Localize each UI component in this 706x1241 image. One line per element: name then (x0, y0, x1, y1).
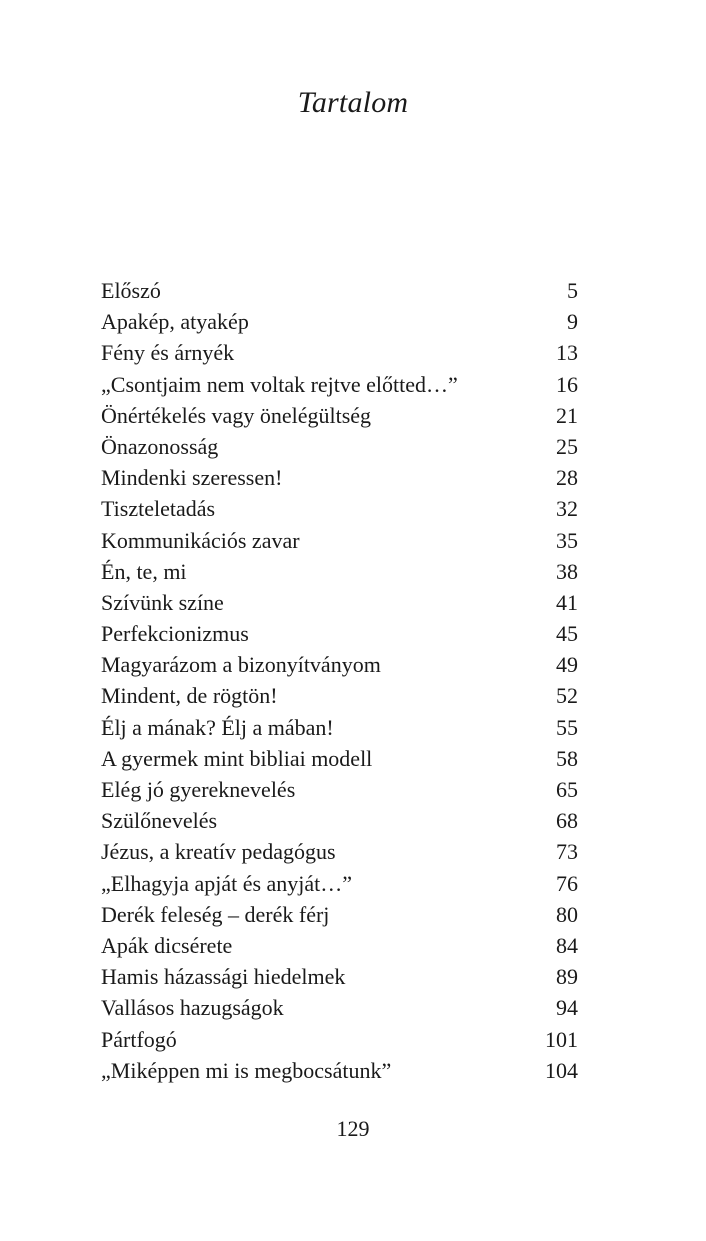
toc-entry (101, 899, 578, 930)
toc-entry-page: 21 (556, 402, 578, 428)
toc-entry-page: 58 (556, 745, 578, 771)
toc-entry (101, 743, 578, 774)
toc-entry-page: 5 (567, 278, 578, 303)
toc-entry (101, 400, 578, 431)
toc-entry-title: Önértékelés vagy önelégültség (101, 402, 372, 428)
toc-entry-title: Mindent, de rögtön! (101, 683, 278, 709)
toc-entry (101, 1055, 578, 1086)
toc-entry-title: Tiszteletadás (101, 496, 216, 522)
toc-entry-page: 38 (556, 558, 578, 584)
toc-entry-title: Szívünk színe (101, 589, 224, 615)
toc-entry-page: 35 (556, 527, 578, 553)
toc-entry (101, 868, 578, 899)
toc-entry-title: Mindenki szeressen! (101, 465, 283, 491)
toc-entry-title: Élj a mának? Élj a mában! (101, 714, 334, 740)
toc-entry-page: 65 (556, 777, 578, 802)
toc-entry-page: 52 (556, 683, 578, 709)
toc-entry (101, 306, 578, 337)
toc-entry-title: Vallásos hazugságok (101, 995, 284, 1021)
toc-entry-page: 45 (556, 621, 578, 647)
toc-entry-page: 32 (556, 496, 578, 522)
toc-entry (101, 556, 578, 587)
page-title: Tartalom (297, 86, 409, 119)
toc-entry-page: 41 (556, 589, 578, 615)
toc-entry (101, 774, 578, 805)
toc-entry (101, 961, 578, 992)
toc-entry-page: 49 (556, 652, 578, 678)
toc-entry-title: Pártfogó (101, 1026, 177, 1052)
toc-entry (101, 930, 578, 961)
toc-entry (101, 337, 578, 368)
toc-entry-page: 104 (545, 1057, 578, 1083)
toc-entry-title: Előszó (101, 278, 161, 303)
toc-entry (101, 805, 578, 836)
toc-entry-title: „Csontjaim nem voltak rejtve előtted…” (101, 371, 458, 397)
toc-entry-page: 16 (556, 371, 578, 397)
toc-entry-page: 89 (556, 964, 578, 990)
toc-entry (101, 431, 578, 462)
page-number: 129 (336, 1116, 370, 1141)
toc-entry-title: Önazonosság (101, 433, 219, 459)
toc-entry-page: 9 (567, 309, 578, 335)
toc-entry-page: 84 (556, 932, 578, 958)
toc-entry (101, 680, 578, 711)
toc-entry-title: Derék feleség – derék férj (101, 901, 330, 927)
toc-entry-title: Apák dicsérete (101, 932, 233, 958)
toc-entry-title: Apakép, atyakép (101, 309, 249, 335)
toc-entry-page: 73 (556, 839, 578, 865)
toc-entry-page: 55 (556, 714, 578, 740)
toc-entry-title: A gyermek mint bibliai modell (101, 745, 373, 771)
toc-entry-title: Magyarázom a bizonyítványom (101, 652, 381, 678)
toc-entry-page: 68 (556, 808, 578, 834)
toc-entry-page: 101 (545, 1026, 578, 1052)
table-of-contents (101, 275, 578, 1086)
toc-entry-page: 76 (556, 870, 578, 896)
toc-entry-title: Perfekcionizmus (101, 621, 249, 647)
toc-entry (101, 275, 578, 306)
toc-entry (101, 618, 578, 649)
toc-entry (101, 992, 578, 1023)
toc-entry-title: „Miképpen mi is megbocsátunk” (101, 1057, 392, 1083)
toc-entry (101, 462, 578, 493)
toc-entry-title: Fény és árnyék (101, 340, 235, 366)
toc-entry-title: „Elhagyja apját és anyját…” (101, 870, 353, 896)
toc-entry (101, 525, 578, 556)
toc-entry (101, 836, 578, 867)
toc-entry-page: 25 (556, 433, 578, 459)
toc-entry-page: 28 (556, 465, 578, 491)
toc-entry (101, 587, 578, 618)
toc-entry-title: Én, te, mi (101, 558, 187, 584)
toc-entry-title: Jézus, a kreatív pedagógus (101, 839, 336, 865)
toc-entry-page: 13 (556, 340, 578, 366)
toc-entry-page: 94 (556, 995, 578, 1021)
toc-entry-title: Hamis házassági hiedelmek (101, 964, 346, 990)
toc-entry (101, 1024, 578, 1055)
toc-entry-title: Kommunikációs zavar (101, 527, 300, 553)
toc-entry (101, 712, 578, 743)
toc-entry (101, 493, 578, 524)
toc-entry (101, 369, 578, 400)
toc-entry-title: Elég jó gyereknevelés (101, 777, 296, 802)
toc-entry (101, 649, 578, 680)
toc-entry-title: Szülőnevelés (101, 808, 218, 834)
toc-entry-page: 80 (556, 901, 578, 927)
